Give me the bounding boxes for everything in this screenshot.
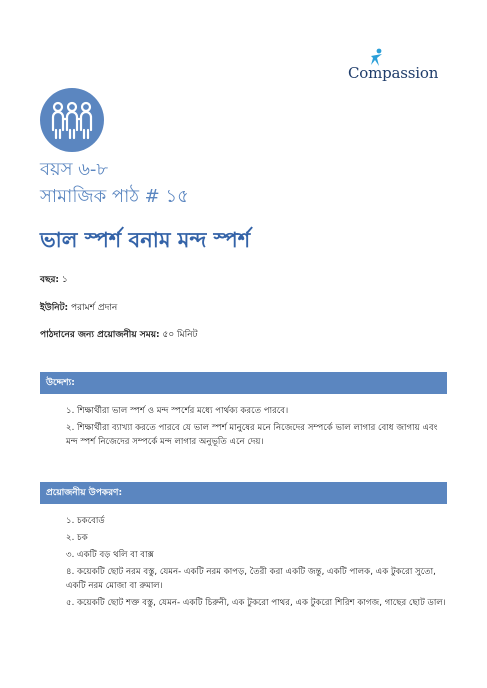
objectives-list xyxy=(66,404,446,452)
meta-time xyxy=(40,327,197,342)
meta-year-key: বছর: xyxy=(40,275,60,285)
list-item: ২. চক xyxy=(66,533,88,543)
materials-list xyxy=(66,514,446,613)
materials-heading: প্রয়োজনীয় উপকরণ: xyxy=(40,482,447,504)
list-item: ৪. কয়েকটি ছোট নরম বস্তু, যেমন- একটি নরম কাপড়, তৈরী করা একটি জন্তু, একটি পালক, এক টুকরো সুতো, একটি নরম মোজা বা রুমাল। xyxy=(66,567,436,591)
children-group-icon xyxy=(50,100,94,140)
list-item: ১. চকবোর্ড xyxy=(66,516,105,526)
list-item: ২. শিক্ষার্থীরা ব্যাখ্যা করতে পারবে যে ভাল স্পর্শ মানুষের মনে নিজেদের সম্পর্কে ভাল লাগার বোধ জাগায় এবং মন্দ স্পর্শ নিজেদের সম্পর্কে মন্দ লাগার অনুভূতি এনে দেয়। xyxy=(66,423,438,447)
children-group-badge xyxy=(40,88,104,152)
meta-unit-key: ইউনিট: xyxy=(40,303,69,313)
list-item: ৩. একটি বড় থলি বা বাক্স xyxy=(66,550,154,560)
list-item: ৫. কয়েকটি ছোট শক্ত বস্তু, যেমন- একটি চিরুনী, এক টুকরো পাথর, এক টুকরো শিরিশ কাগজ, গাছের ছোট ডাল। xyxy=(66,598,446,608)
meta-year-value: ১ xyxy=(59,275,68,285)
meta-time-key: পাঠদানের জন্য প্রয়োজনীয় সময়: xyxy=(40,330,160,340)
logo-text: Compassion xyxy=(348,64,439,82)
meta-unit-value: পরামর্শ প্রদান xyxy=(68,303,118,313)
lesson-number: সামাজিক পাঠ # ১৫ xyxy=(40,186,189,207)
meta-time-value: ৫০ মিনিট xyxy=(159,330,198,340)
meta-unit xyxy=(40,300,117,315)
objectives-heading: উদ্দেশ্য: xyxy=(40,372,447,394)
compassion-logo xyxy=(346,48,446,88)
age-range: বয়স ৬-৮ xyxy=(40,159,109,180)
meta-year xyxy=(40,272,68,287)
list-item: ১. শিক্ষার্থীরা ভাল স্পর্শ ও মন্দ স্পর্শের মধ্যে পার্থক্য করতে পারবে। xyxy=(66,406,289,416)
page-title: ভাল স্পর্শ বনাম মন্দ স্পর্শ xyxy=(40,228,251,252)
